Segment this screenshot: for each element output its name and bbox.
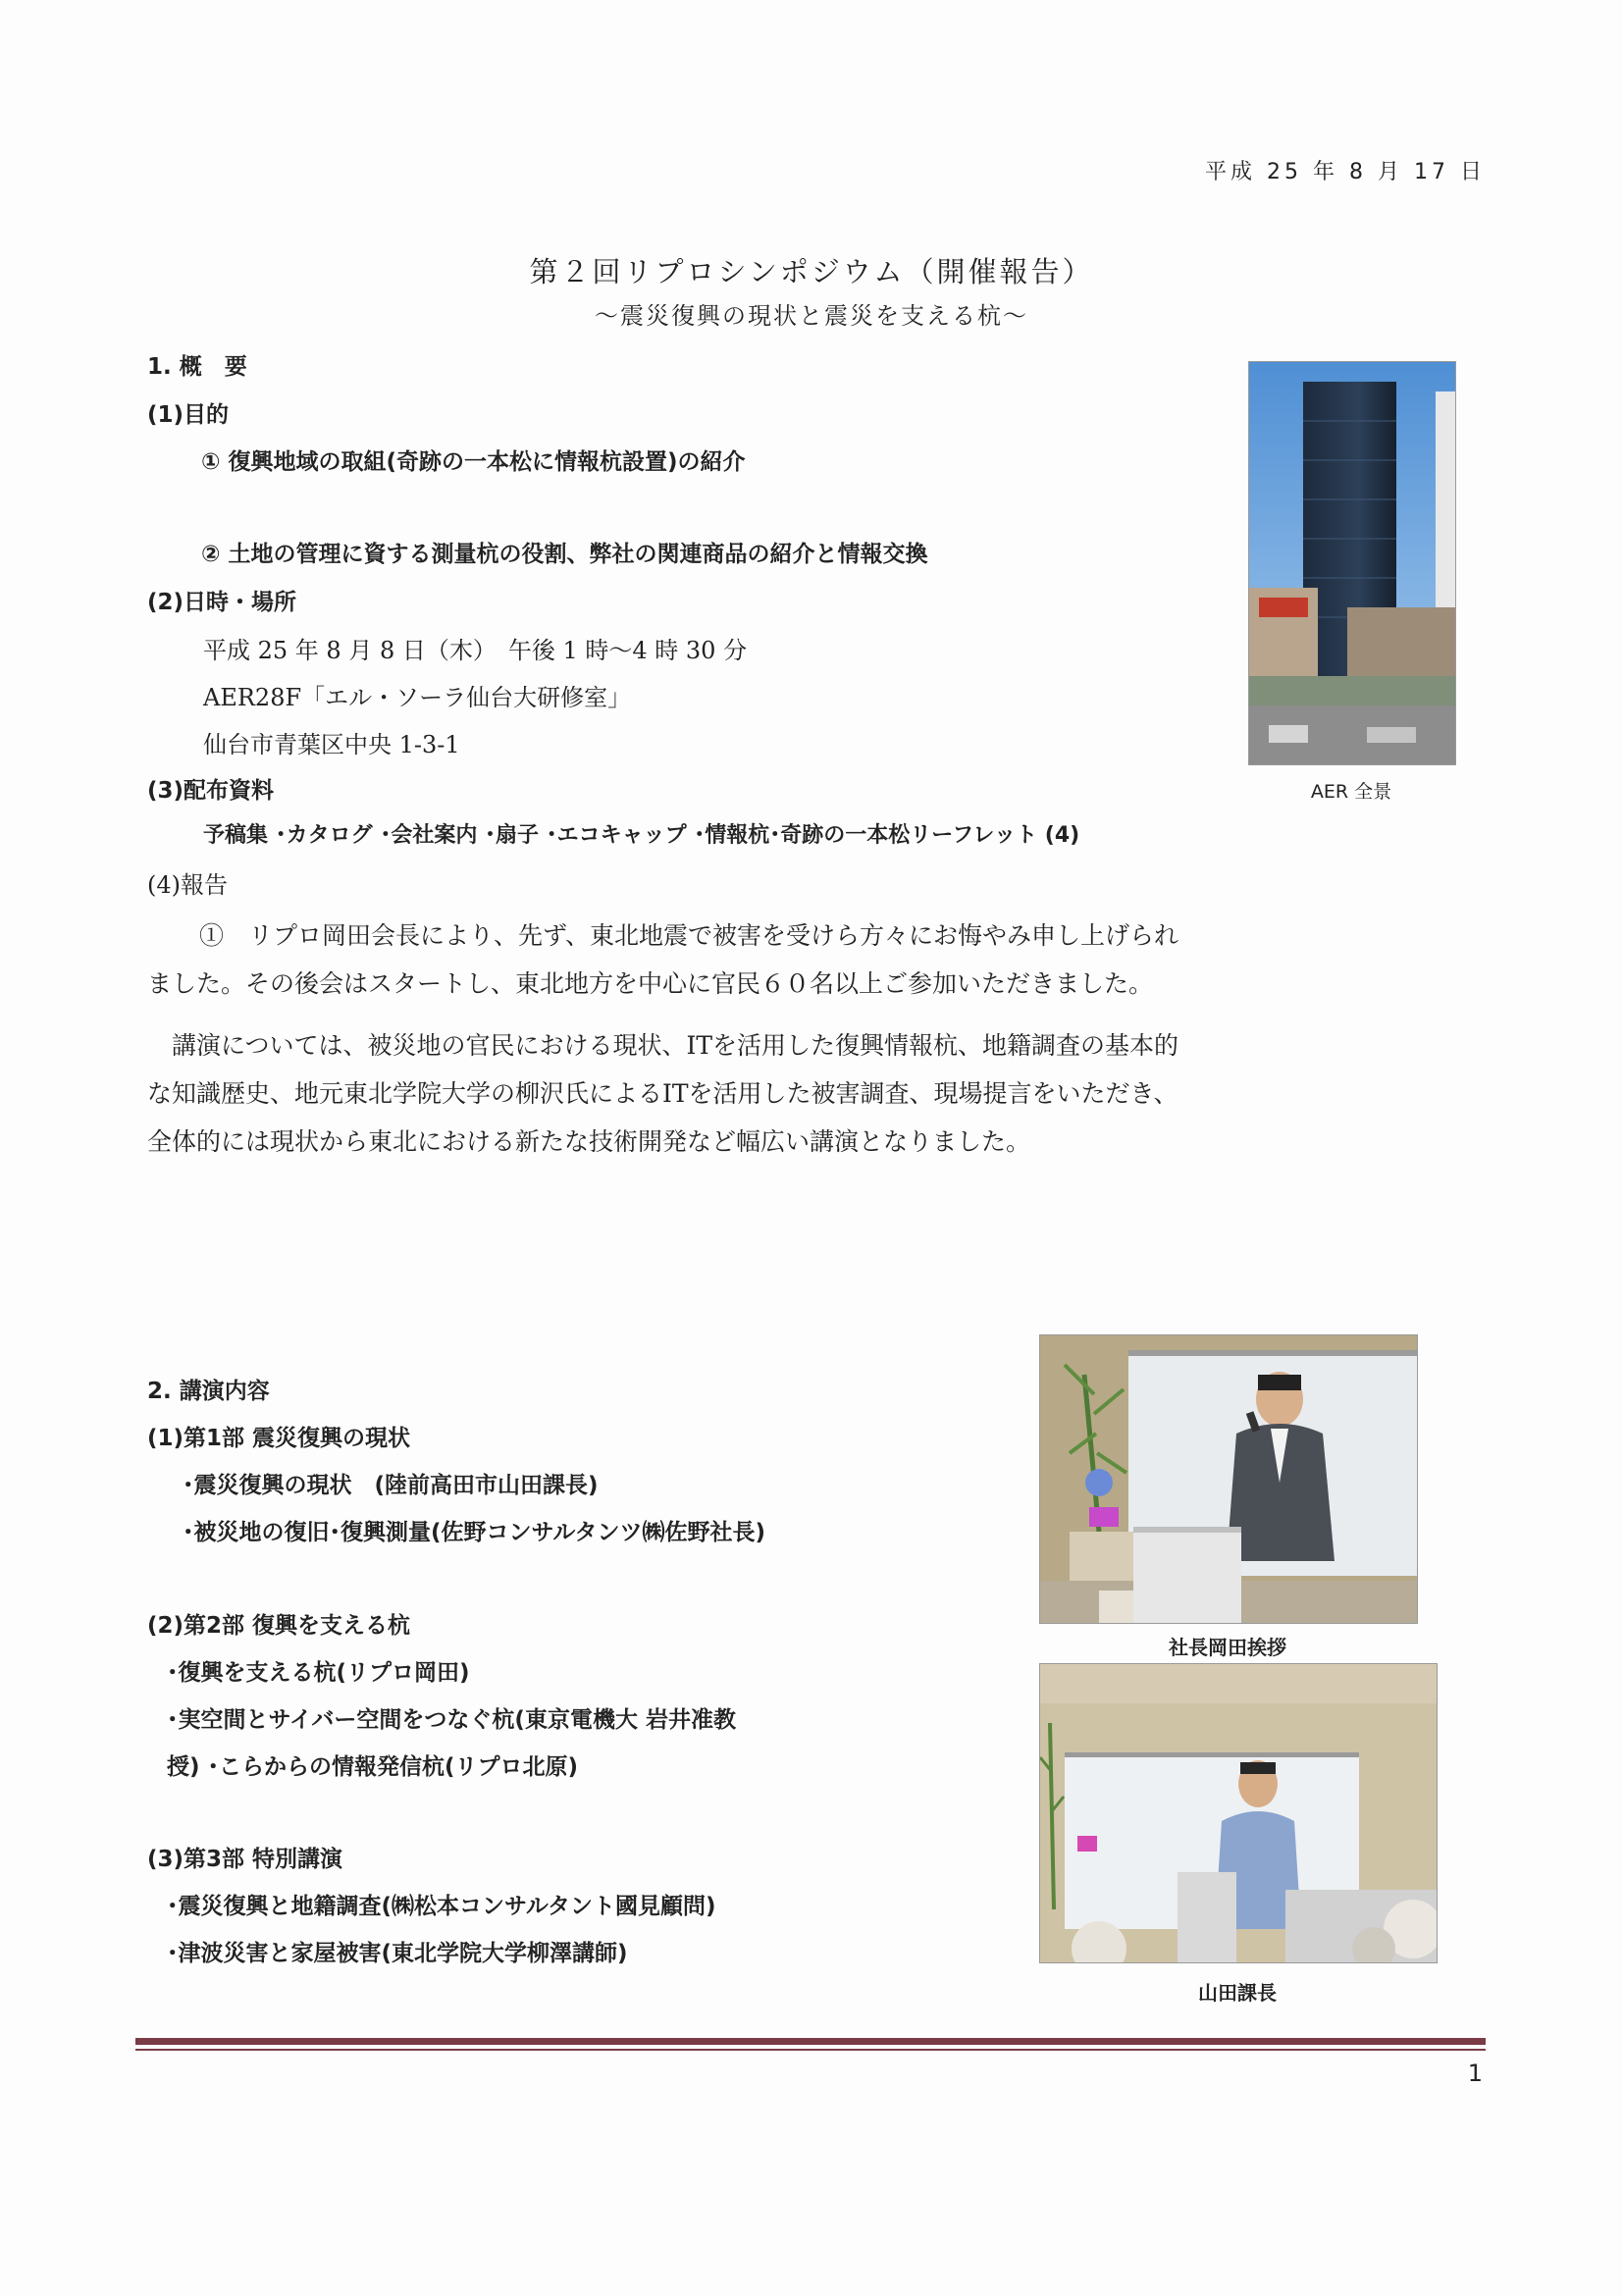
report-line: な知識歴史、地元東北学院大学の柳沢氏によるITを活用した被害調査、現場提言をいただき、 bbox=[147, 1079, 1178, 1108]
report-heading: (4)報告 bbox=[147, 871, 228, 899]
part1-heading: (1)第1部 震災復興の現状 bbox=[147, 1426, 411, 1451]
materials-line: 予稿集 ･カタログ ･会社案内 ･扇子 ･エコキャップ ･情報杭･奇跡の一本松リーフレット (4) bbox=[203, 823, 1080, 848]
purpose-heading: (1)目的 bbox=[147, 402, 230, 428]
president-photo-caption: 社長岡田挨拶 bbox=[1169, 1636, 1286, 1659]
part2-heading: (2)第2部 復興を支える杭 bbox=[147, 1613, 411, 1639]
report-line: 講演については、被災地の官民における現状、ITを活用した復興情報杭、地籍調査の基本的 bbox=[147, 1031, 1179, 1060]
document-date: 平成 25 年 8 月 17 日 bbox=[1205, 160, 1486, 184]
footer-rule-thin bbox=[135, 2049, 1486, 2051]
document-title: 第２回リプロシンポジウム（開催報告） bbox=[529, 255, 1094, 288]
purpose-item: ① 復興地域の取組(奇跡の一本松に情報杭設置)の紹介 bbox=[201, 449, 746, 475]
part2-item: ･実空間とサイバー空間をつなぐ杭(東京電機大 岩井准教 bbox=[167, 1707, 736, 1733]
venue-line: AER28F「エル・ソーラ仙台大研修室」 bbox=[203, 684, 632, 711]
part3-item: ･津波災害と家屋被害(東北学院大学柳澤講師) bbox=[167, 1941, 628, 1966]
part2-item: 授) ･こらからの情報発信杭(リプロ北原) bbox=[167, 1754, 579, 1780]
datetime-line: 平成 25 年 8 月 8 日（木） 午後 1 時～4 時 30 分 bbox=[203, 637, 748, 664]
address-line: 仙台市青葉区中央 1-3-1 bbox=[203, 731, 460, 758]
aer-building-photo bbox=[1248, 361, 1456, 765]
aer-photo-caption: AER 全景 bbox=[1310, 781, 1392, 803]
page-number: 1 bbox=[1467, 2060, 1483, 2087]
part2-item: ･復興を支える杭(リプロ岡田) bbox=[167, 1660, 470, 1686]
section1-heading: 1. 概 要 bbox=[147, 354, 247, 380]
president-greeting-photo bbox=[1039, 1334, 1418, 1624]
document-subtitle: ～震災復興の現状と震災を支える杭～ bbox=[595, 302, 1028, 330]
datetime-heading: (2)日時・場所 bbox=[147, 590, 297, 615]
report-line: 全体的には現状から東北における新たな技術開発など幅広い講演となりました。 bbox=[147, 1127, 1031, 1156]
yamada-lecture-photo bbox=[1039, 1663, 1438, 1963]
purpose-item: ② 土地の管理に資する測量杭の役割、弊社の関連商品の紹介と情報交換 bbox=[201, 542, 928, 567]
part1-item: ･被災地の復旧･復興測量(佐野コンサルタンツ㈱佐野社長) bbox=[183, 1520, 765, 1545]
yamada-photo-caption: 山田課長 bbox=[1198, 1981, 1277, 2005]
section2-heading: 2. 講演内容 bbox=[147, 1379, 270, 1404]
report-line: ました。その後会はスタートし、東北地方を中心に官民６０名以上ご参加いただきました。 bbox=[147, 969, 1154, 998]
materials-heading: (3)配布資料 bbox=[147, 778, 275, 804]
part3-heading: (3)第3部 特別講演 bbox=[147, 1847, 343, 1872]
part3-item: ･震災復興と地籍調査(㈱松本コンサルタント國見顧問) bbox=[167, 1894, 716, 1919]
footer-rule bbox=[135, 2038, 1486, 2045]
report-line: ① リプロ岡田会長により、先ず、東北地震で被害を受けら方々にお悔やみ申し上げられ bbox=[199, 921, 1179, 950]
part1-item: ･震災復興の現状 (陸前高田市山田課長) bbox=[183, 1473, 599, 1498]
